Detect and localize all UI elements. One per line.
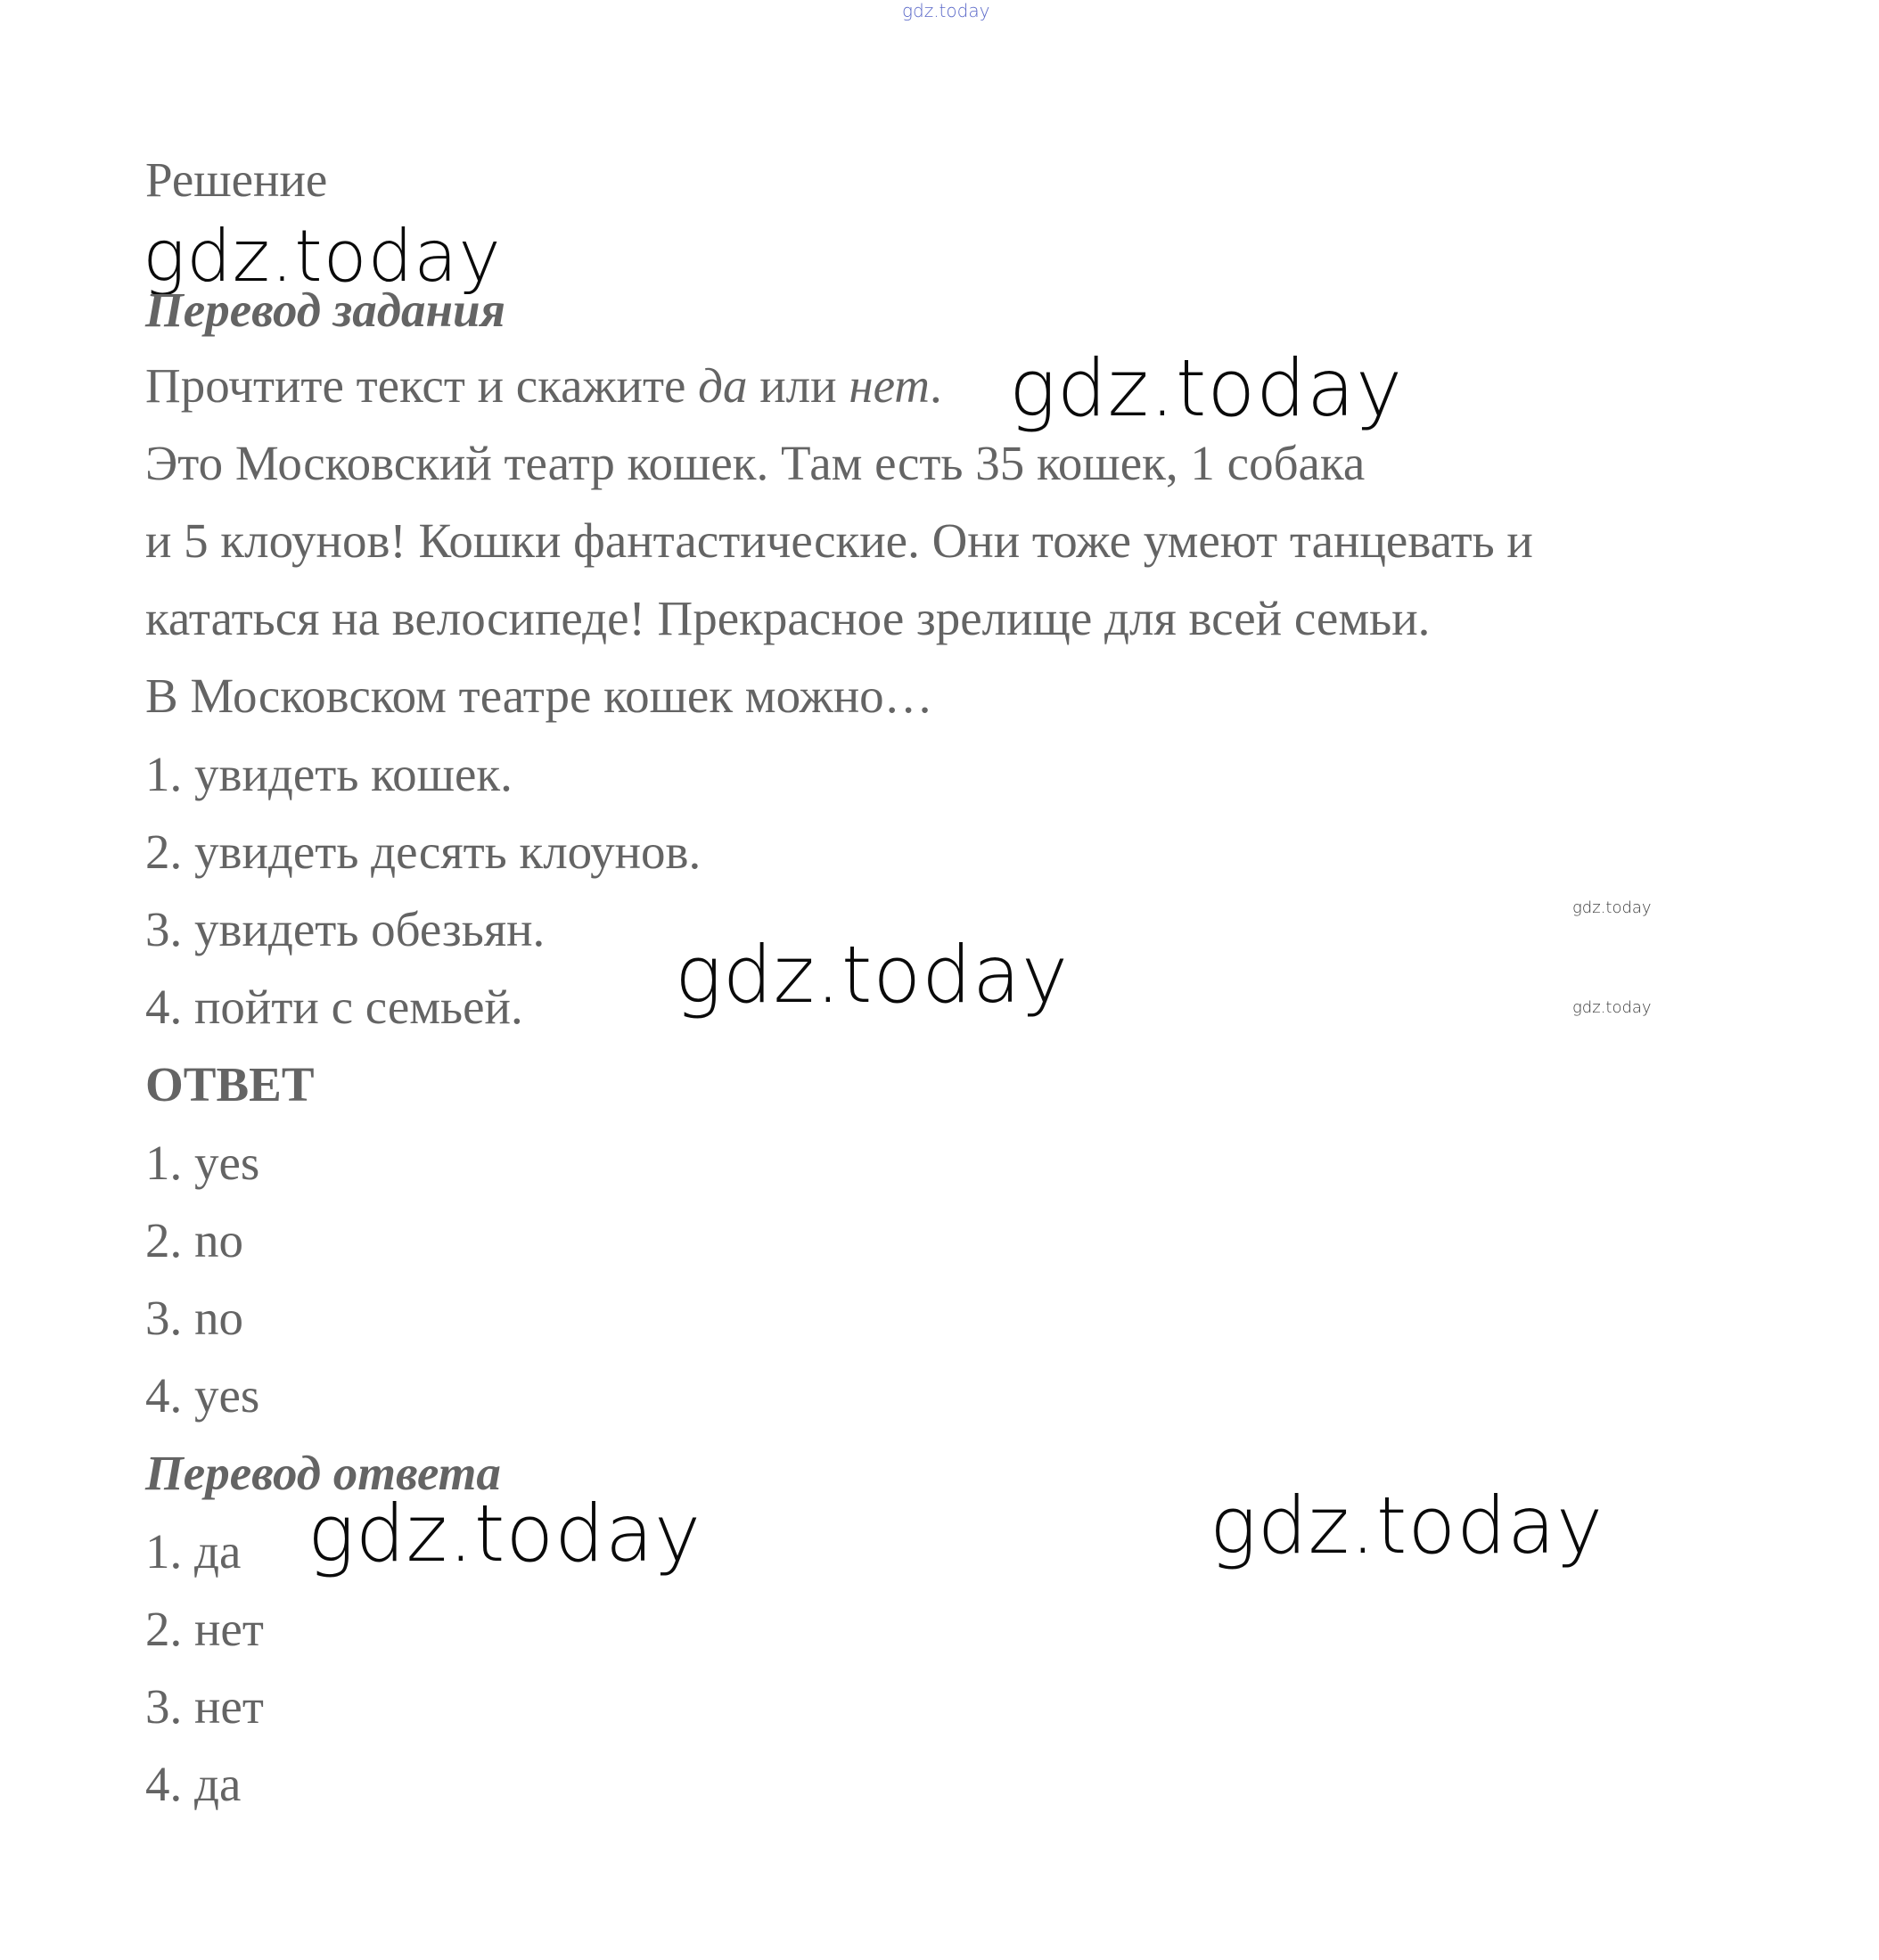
instruction-line	[145, 355, 942, 417]
watermark-2: gdz.today	[1009, 342, 1404, 434]
watermark-4: gdz.today	[308, 1488, 702, 1579]
answer-translation-item: 1. да	[145, 1524, 242, 1579]
watermark-top: gdz.today	[902, 0, 990, 21]
answer-item: 1. yes	[145, 1136, 260, 1190]
statement-item: 4. пойти с семьей.	[145, 980, 523, 1034]
text-line: В Московском театре кошек можно…	[145, 668, 933, 723]
instruction-before: Прочтите текст и скажите	[145, 358, 699, 413]
watermark-small-2: gdz.today	[1572, 998, 1652, 1017]
solution-heading: Решение	[145, 152, 328, 207]
watermark-1: gdz.today	[143, 215, 502, 298]
watermark-small-1: gdz.today	[1572, 898, 1652, 917]
answer-item: 3. no	[145, 1291, 243, 1345]
answer-item: 2. no	[145, 1213, 243, 1267]
text-line: Это Московский театр кошек. Там есть 35 кошек, 1 собака	[145, 436, 1366, 490]
instruction-middle: или	[747, 358, 849, 413]
instruction-no-word: нет	[849, 358, 931, 413]
text-line: и 5 клоунов! Кошки фантастические. Они тоже умеют танцевать и	[145, 513, 1533, 568]
answer-translation-title: Перевод ответа	[145, 1446, 501, 1500]
watermark-5: gdz.today	[1210, 1480, 1604, 1571]
statement-item: 1. увидеть кошек.	[145, 747, 513, 801]
answer-item: 4. yes	[145, 1368, 260, 1423]
answer-title: ОТВЕТ	[145, 1057, 315, 1111]
answer-translation-item: 3. нет	[145, 1679, 264, 1734]
text-line: кататься на велосипеде! Прекрасное зрелище для всей семьи.	[145, 591, 1431, 645]
answer-translation-item: 4. да	[145, 1757, 242, 1811]
instruction-yes-word: да	[698, 358, 748, 413]
watermark-3: gdz.today	[675, 929, 1070, 1021]
statement-item: 3. увидеть обезьян.	[145, 902, 546, 956]
answer-translation-item: 2. нет	[145, 1602, 264, 1656]
instruction-end: .	[930, 358, 942, 413]
task-translation-title: Перевод задания	[145, 283, 505, 337]
statement-item: 2. увидеть десять клоунов.	[145, 824, 702, 879]
